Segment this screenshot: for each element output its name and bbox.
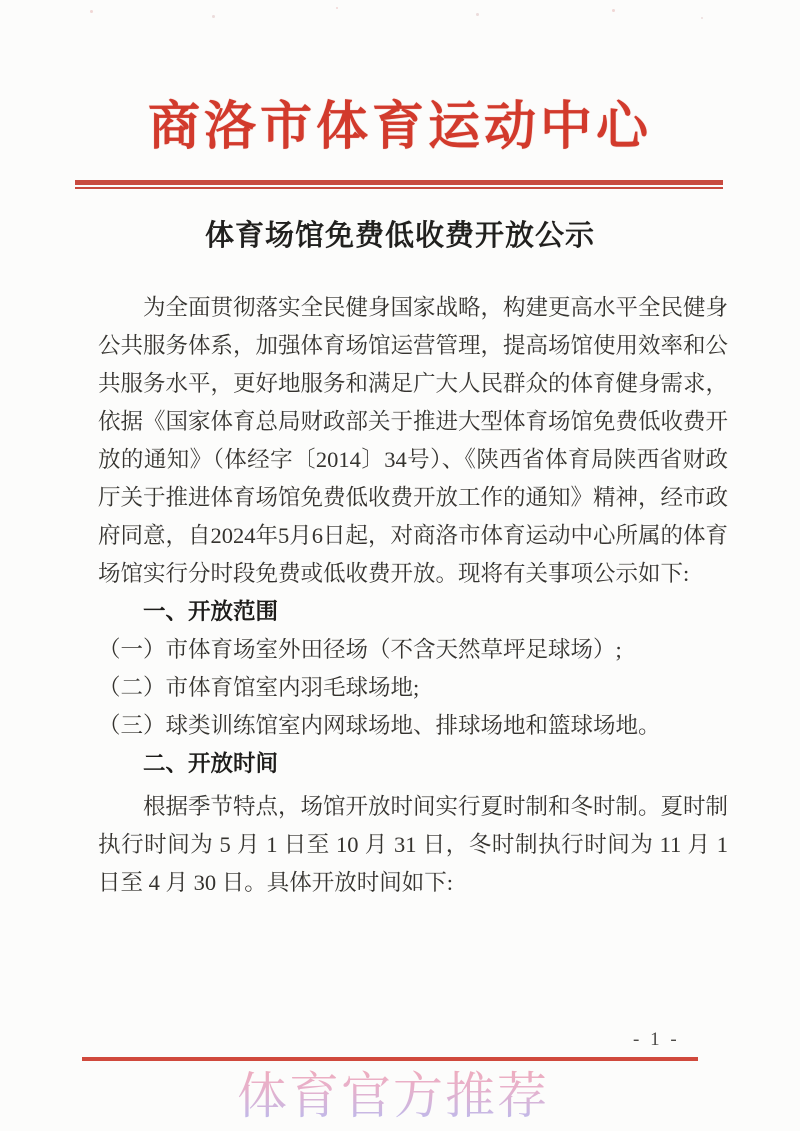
- letterhead-divider-thin-line: [75, 187, 723, 189]
- letterhead-divider: [75, 180, 723, 189]
- scan-speck: [336, 7, 338, 9]
- scan-speck: [701, 17, 703, 19]
- letterhead-title: 商洛市体育运动中心: [147, 99, 652, 156]
- scan-speck: [476, 13, 479, 16]
- watermark: 体育官方推荐: [237, 1056, 549, 1128]
- body-paragraph: （一）市体育场室外田径场（不含天然草坪足球场）;: [98, 637, 622, 662]
- section-heading: 一、开放范围: [143, 599, 279, 624]
- page-number: - 1 -: [633, 1029, 680, 1050]
- scan-speck: [90, 10, 93, 13]
- section-heading: 二、开放时间: [143, 751, 279, 776]
- scan-speck: [212, 15, 215, 18]
- document-title: 体育场馆免费低收费开放公示: [204, 220, 595, 252]
- footer-divider: [82, 1057, 698, 1061]
- scan-speck: [612, 9, 615, 12]
- body-paragraph: （三）球类训练馆室内网球场地、排球场地和篮球场地。: [98, 713, 661, 738]
- document-body: [98, 289, 728, 902]
- body-paragraph: 为全面贯彻落实全民健身国家战略，构建更高水平全民健身公共服务体系，加强体育场馆运营管理，提高场馆使用效率和公共服务水平，更好地服务和满足广大人民群众的体育健身需求，依据《国家体育总局财政部关于推进大型体育场馆免费低收费开放的通知》（体经字〔2014〕34号）、《陕西省体育局陕西省财政厅关于推进体育场馆免费低收费开放工作的通知》精神，经市政府同意，自2024年5月6日起，对商洛市体育运动中心所属的体育场馆实行分时段免费或低收费开放。现将有关事项公示如下:: [98, 295, 729, 586]
- body-paragraph: 根据季节特点，场馆开放时间实行夏时制和冬时制。夏时制执行时间为 5 月 1 日至 10 月 31 日，冬时制执行时间为 11 月 1 日至 4 月 30 日。具体开放时间如下:: [98, 794, 729, 895]
- body-paragraph: （二）市体育馆室内羽毛球场地;: [98, 675, 420, 700]
